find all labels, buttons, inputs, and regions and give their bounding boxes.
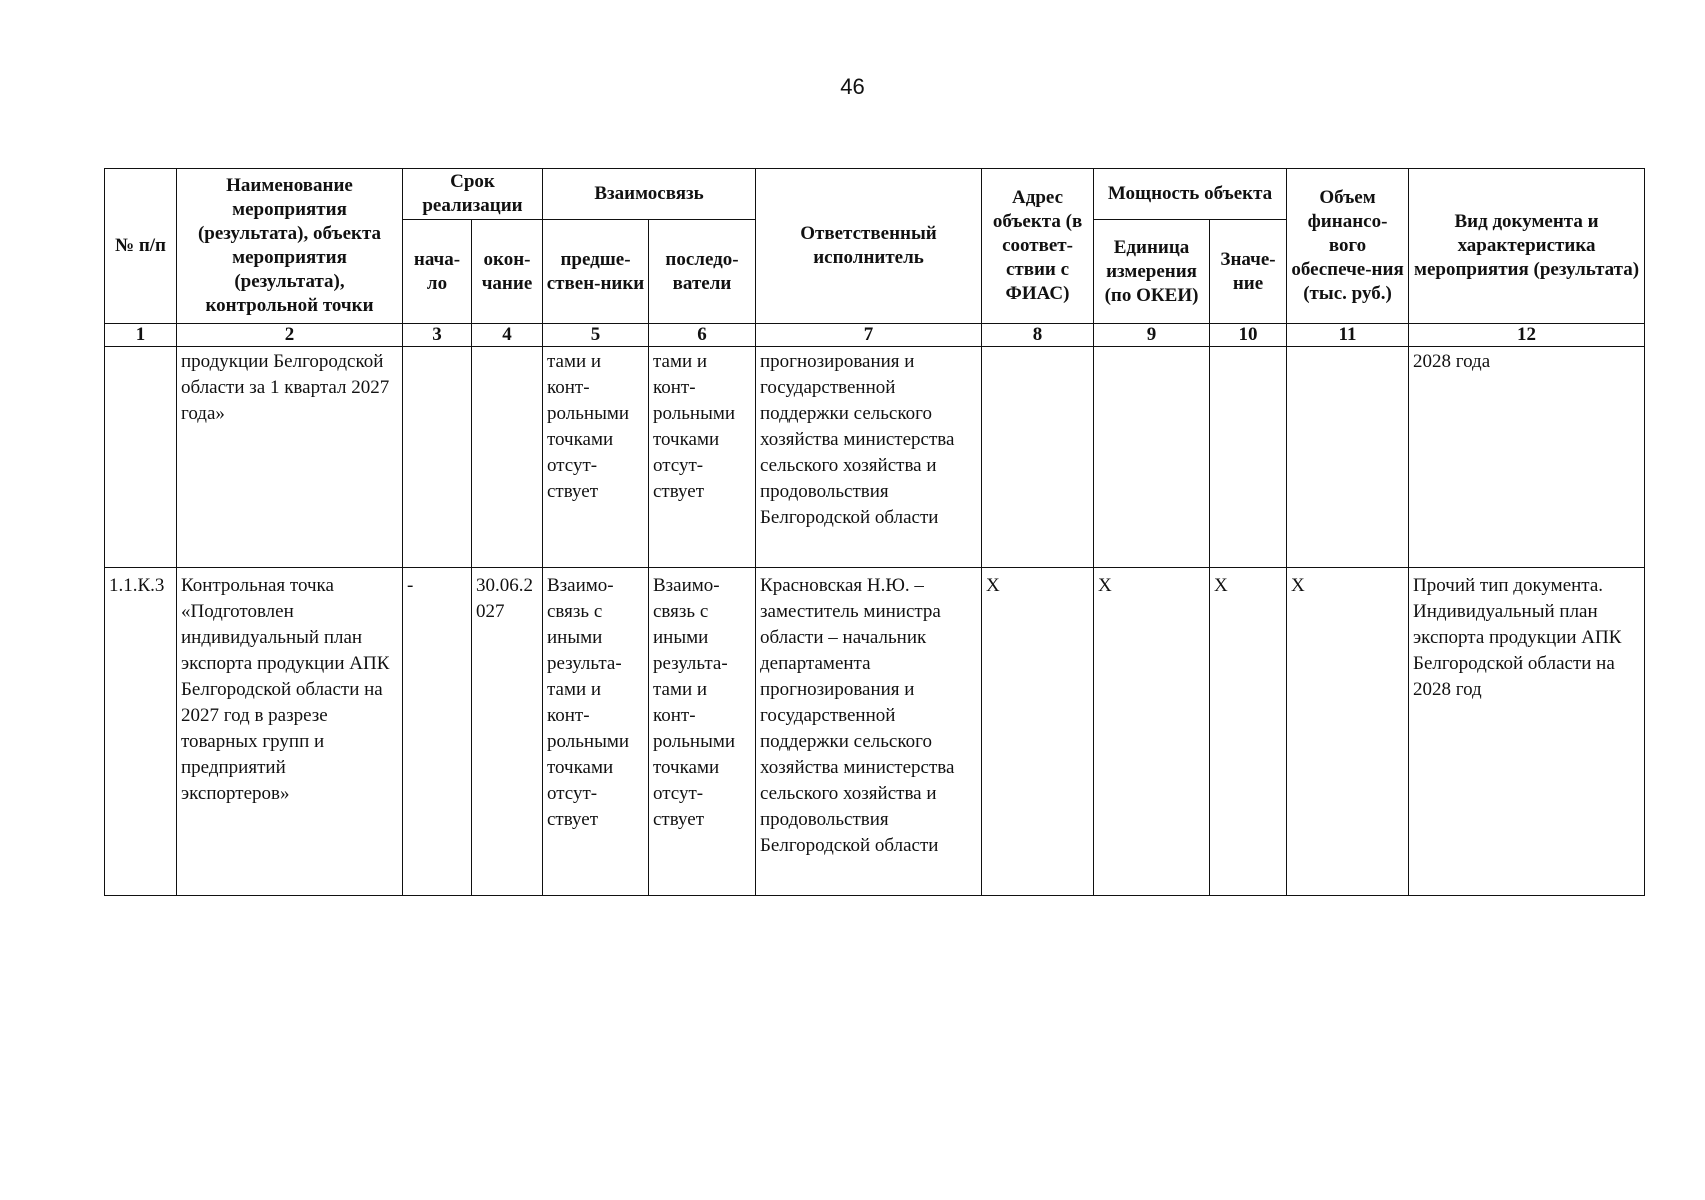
page-number: 46 [840,74,865,99]
cell-num: 1.1.К.3 [105,568,177,896]
column-number: 7 [756,324,982,347]
header-term: Срок реализации [403,169,543,220]
cell-responsible: прогнозирования и государственной поддержки сельского хозяйства министерства сельского хозяйства и продовольствия Белгородской области [756,347,982,568]
column-number: 12 [1409,324,1645,347]
cell-address: X [982,568,1094,896]
column-number: 3 [403,324,472,347]
column-number: 6 [649,324,756,347]
column-number: 2 [177,324,403,347]
column-number: 8 [982,324,1094,347]
column-number-row [105,324,1645,347]
table-row-continuation [105,347,1645,568]
cell-num [105,347,177,568]
header-responsible: Ответственный исполнитель [756,169,982,324]
cell-value [1210,347,1287,568]
cell-predecessors: Взаимо-связь с иными результа-тами и конт-рольными точками отсут-ствует [543,568,649,896]
cell-finance [1287,347,1409,568]
header-start: нача-ло [403,220,472,324]
header-num: № п/п [105,169,177,324]
header-successors: последо-ватели [649,220,756,324]
column-number: 1 [105,324,177,347]
cell-value: X [1210,568,1287,896]
column-number: 10 [1210,324,1287,347]
cell-unit [1094,347,1210,568]
cell-doc: 2028 года [1409,347,1645,568]
header-finance: Объем финансо-вого обеспече-ния (тыс. руб.) [1287,169,1409,324]
cell-name: Контрольная точка «Подготовлен индивидуальный план экспорта продукции АПК Белгородской области на 2027 год в разрезе товарных групп и предприятий экспортеров» [177,568,403,896]
cell-start [403,347,472,568]
cell-successors: Взаимо-связь с иными результа-тами и конт-рольными точками отсут-ствует [649,568,756,896]
column-number: 11 [1287,324,1409,347]
column-number: 5 [543,324,649,347]
header-doc: Вид документа и характеристика мероприятия (результата) [1409,169,1645,324]
header-name: Наименование мероприятия (результата), объекта мероприятия (результата), контрольной точки [177,169,403,324]
cell-doc: Прочий тип документа. Индивидуальный план экспорта продукции АПК Белгородской области на 2028 год [1409,568,1645,896]
header-capacity: Мощность объекта [1094,169,1287,220]
header-value: Значе-ние [1210,220,1287,324]
header-row-1 [105,169,1645,220]
header-relation: Взаимосвязь [543,169,756,220]
column-number: 9 [1094,324,1210,347]
cell-successors: тами и конт-рольными точками отсут-ствует [649,347,756,568]
cell-end [472,347,543,568]
cell-name: продукции Белгородской области за 1 квартал 2027 года» [177,347,403,568]
header-end: окон-чание [472,220,543,324]
cell-responsible: Красновская Н.Ю. – заместитель министра области – начальник департамента прогнозирования и государственной поддержки сельского хозяйства министерства сельского хозяйства и продовольствия Белгородской области [756,568,982,896]
cell-unit: X [1094,568,1210,896]
activities-table [104,168,1645,896]
header-unit: Единица измерения (по ОКЕИ) [1094,220,1210,324]
cell-predecessors: тами и конт-рольными точками отсут-ствует [543,347,649,568]
column-number: 4 [472,324,543,347]
header-address: Адрес объекта (в соответ-ствии с ФИАС) [982,169,1094,324]
header-predecessors: предше-ствен-ники [543,220,649,324]
cell-address [982,347,1094,568]
table-row-control-point [105,568,1645,896]
cell-start: - [403,568,472,896]
cell-finance: X [1287,568,1409,896]
cell-end: 30.06.2027 [472,568,543,896]
